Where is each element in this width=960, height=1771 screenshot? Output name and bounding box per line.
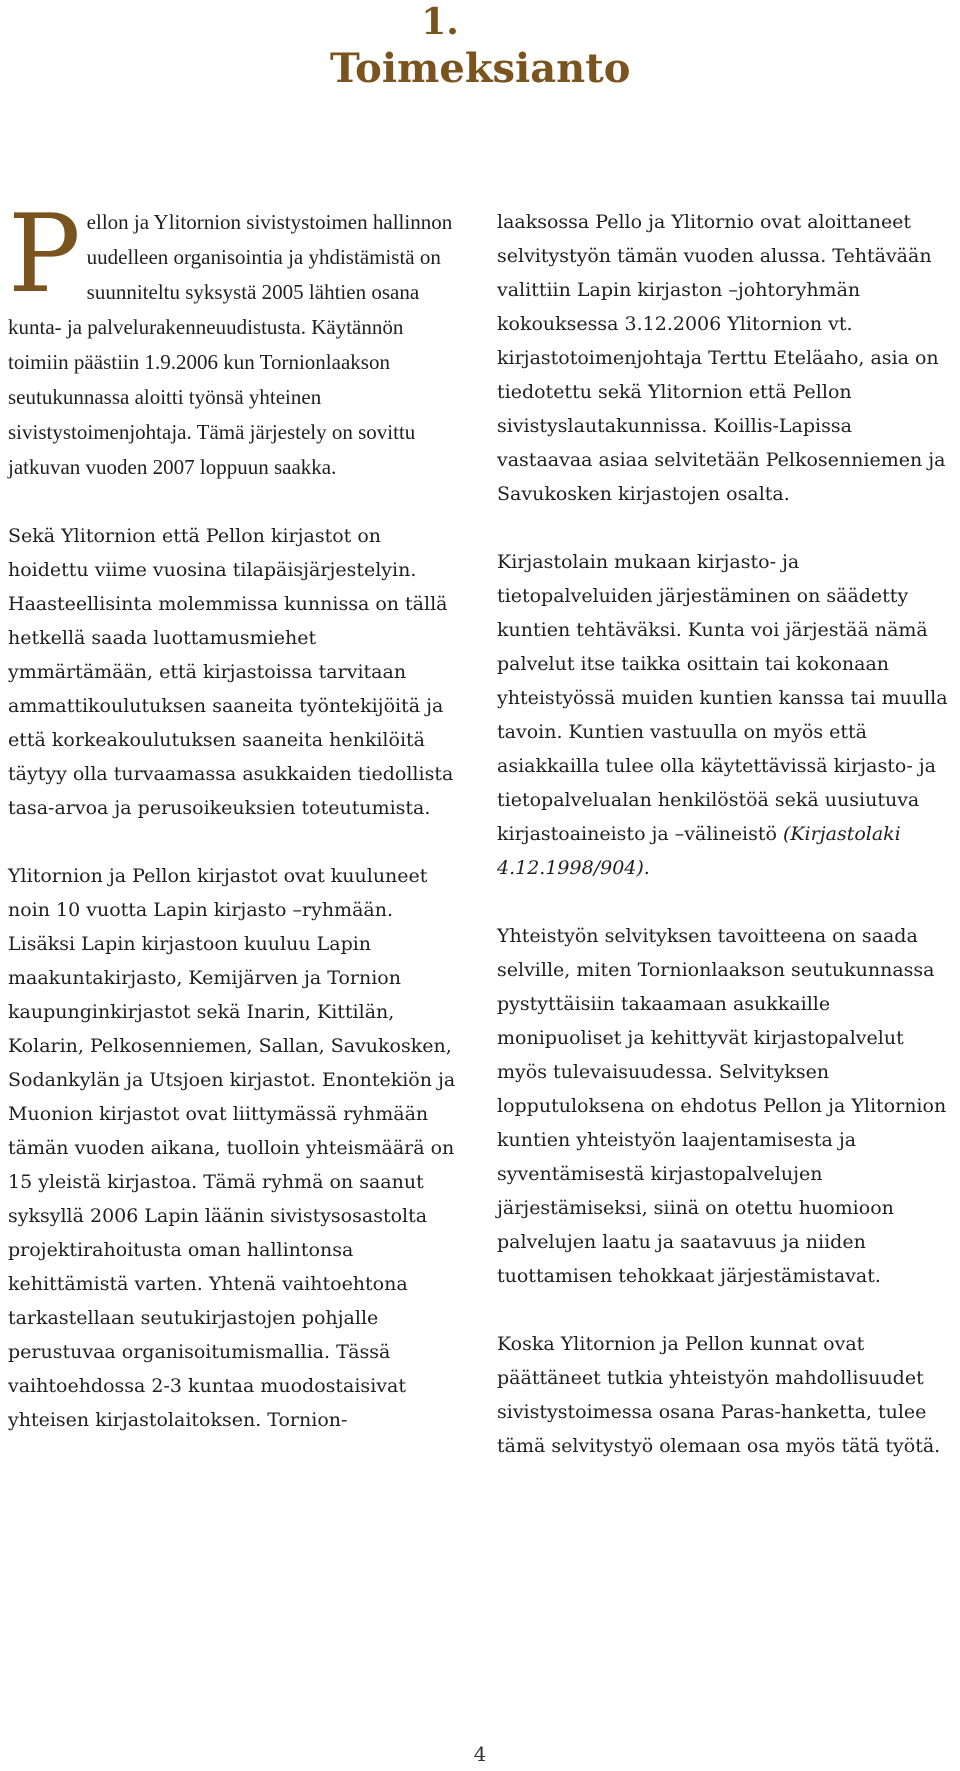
- paragraph: laaksossa Pello ja Ylitornio ovat aloittaneet selvitystyön tämän vuoden alussa. Tehtävään valittiin Lapin kirjaston –johtoryhmän kokouksessa 3.12.2006 Ylitornion vt. kirjastotoimenjohtaja Terttu Eteläaho, asia on tiedotettu sekä Ylitornion että Pellon sivistyslautakunnissa. Koillis-Lapissa vastaavaa asiaa selvitetään Pelkosenniemen ja Savukosken kirjastojen osalta.: [497, 211, 946, 505]
- chapter-number: 1.: [421, 1, 459, 43]
- paragraph: [8, 192, 463, 485]
- paragraph: Ylitornion ja Pellon kirjastot ovat kuuluneet noin 10 vuotta Lapin kirjasto –ryhmään. Lisäksi Lapin kirjastoon kuuluu Lapin maakuntakirjasto, Kemijärven ja Tornion kaupunginkirjastot sekä Inarin, Kittilän, Kolarin, Pelkosenniemen, Sallan, Savukosken, Sodankylän ja Utsjoen kirjastot. Enontekiön ja Muonion kirjastot ovat liittymässä ryhmään tämän vuoden aikana, tuolloin yhteismäärä on 15 yleistä kirjastoa. Tämä ryhmä on saanut syksyllä 2006 Lapin läänin sivistysosastolta projektirahoitusta oman hallintonsa kehittämistä varten. Yhtenä vaihtoehtona tarkastellaan seutukirjastojen pohjalle perustuvaa organisoitumismallia. Tässä vaihtoehdossa 2-3 kuntaa muodostaisivat yhteisen kirjastolaitoksen. Tornion-: [8, 865, 456, 1431]
- law-citation: (Kirjastolaki 4.12.1998/904).: [497, 823, 901, 879]
- left-column: [8, 192, 463, 1437]
- chapter-title: Toimeksianto: [330, 45, 631, 92]
- paragraph: [497, 545, 952, 885]
- right-column: [497, 205, 952, 1463]
- paragraph: Yhteistyön selvityksen tavoitteena on saada selville, miten Tornionlaakson seutukunnassa pystyttäisiin takaamaan asukkaille monipuoliset ja kehittyvät kirjastopalvelut myös tulevaisuudessa. Selvityksen lopputuloksena on ehdotus Pellon ja Ylitornion kuntien yhteistyön laajentamisesta ja syventämisestä kirjastopalvelujen järjestämiseksi, siinä on otettu huomioon palvelujen laatu ja saatavuus ja niiden tuottamisen tehokkaat järjestämistavat.: [497, 925, 947, 1287]
- paragraph: Sekä Ylitornion että Pellon kirjastot on hoidettu viime vuosina tilapäisjärjestelyin. Haasteellisinta molemmissa kunnissa on tällä hetkellä saada luottamusmiehet ymmärtämään, että kirjastoissa tarvitaan ammattikoulutuksen saaneita työntekijöitä ja että korkeakoulutuksen saaneita henkilöitä täytyy olla turvaamassa asukkaiden tiedollista tasa-arvoa ja perusoikeuksien toteutumista.: [8, 525, 454, 819]
- paragraph: Koska Ylitornion ja Pellon kunnat ovat päättäneet tutkia yhteistyön mahdollisuudet sivistystoimessa osana Paras-hanketta, tulee tämä selvitystyö olemaan osa myös tätä työtä.: [497, 1333, 941, 1457]
- paragraph-text: Kirjastolain mukaan kirjasto- ja tietopalveluiden järjestäminen on säädetty kuntien tehtäväksi. Kunta voi järjestää nämä palvelut itse taikka osittain tai kokonaan yhteistyössä muiden kuntien kanssa tai muulla tavoin. Kuntien vastuulla on myös että asiakkailla tulee olla käytettävissä kirjasto- ja tietopalvelualan henkilöstöä sekä uusiutuva kirjastoaineisto ja –välineistö: [497, 551, 948, 845]
- drop-cap: P: [8, 192, 81, 317]
- page-number: 4: [473, 1742, 487, 1766]
- lead-paragraph-text: ellon ja Ylitornion sivistystoimen hallinnon uudelleen organisointia ja yhdistämistä on suunniteltu syksystä 2005 lähtien osana kunta- ja palvelurakenneuudistusta. Käytännön toimiin päästiin 1.9.2006 kun Tornionlaakson seutukunnassa aloitti työnsä yhteinen sivistystoimenjohtaja. Tämä järjestely on sovittu jatkuvan vuoden 2007 loppuun saakka.: [8, 210, 453, 479]
